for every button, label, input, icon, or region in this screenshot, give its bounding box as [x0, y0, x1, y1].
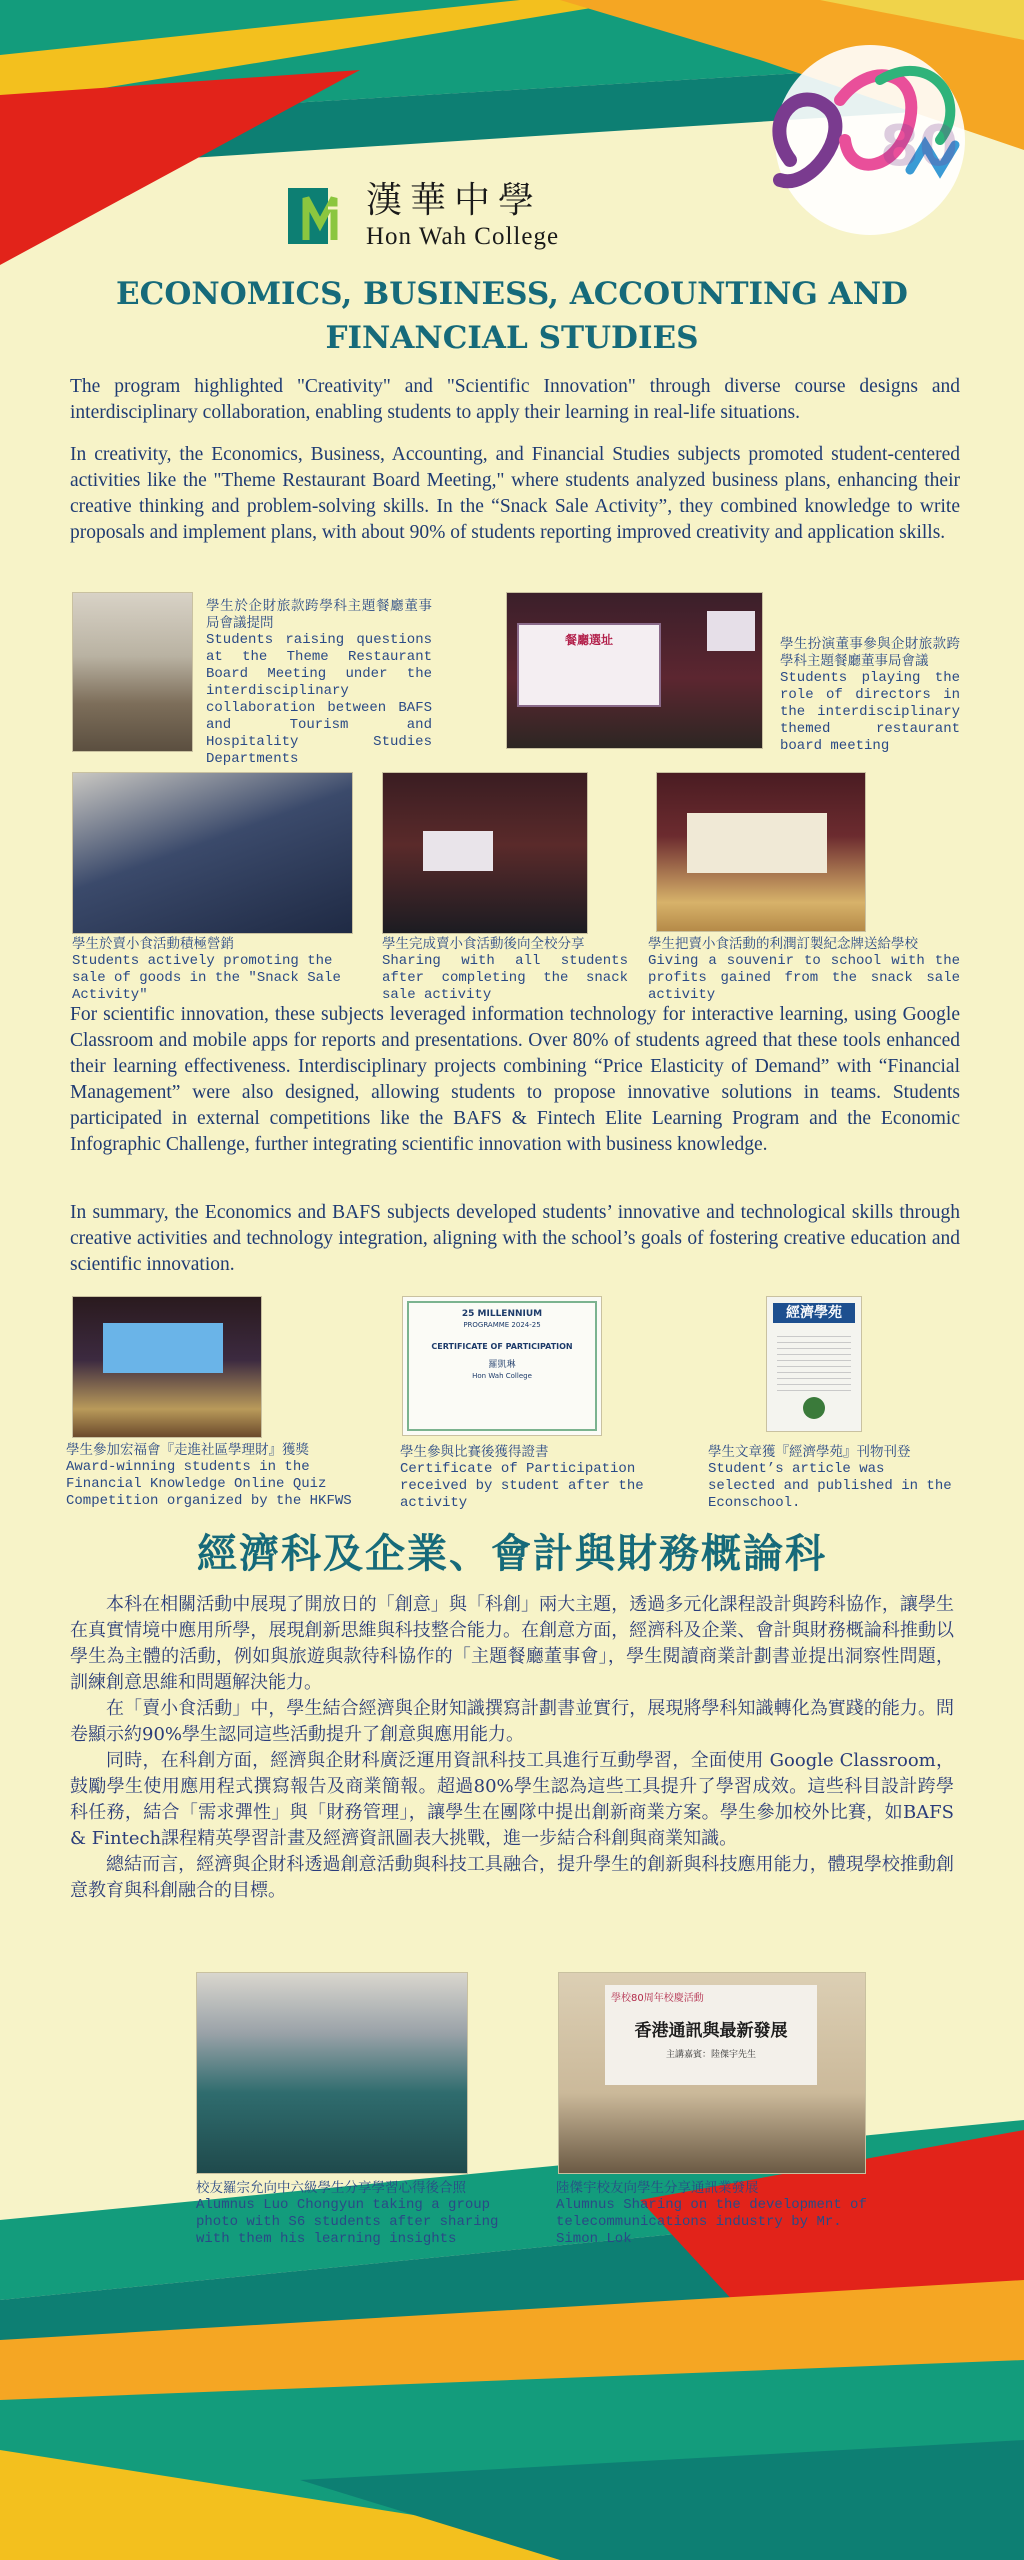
caption-telecom-sharing: 陸傑宇校友向學生分享通訊業發展 Alumnus Sharing on the development of telecommunications industry by Mr. Simon Lok [556, 2180, 867, 2247]
presentation-slide [517, 623, 661, 707]
caption-alumnus-group-photo: 校友羅宗允向中六級學生分享學習心得後合照 Alumnus Luo Chongyun taking a group photo with S6 students after sharing with them his learning insights [196, 2180, 499, 2247]
magazine-header [773, 1303, 855, 1323]
certificate-school: Hon Wah College [472, 1372, 532, 1380]
anniversary-80-logo [720, 40, 1000, 240]
hon-wah-emblem-icon [288, 178, 352, 246]
magazine-title: 經濟學苑 [786, 1305, 842, 1321]
svg-text:80: 80 [880, 114, 958, 179]
chinese-body [70, 1592, 954, 1904]
photo-directors-role-play [506, 592, 763, 749]
certificate-title: CERTIFICATE OF PARTICIPATION [431, 1342, 573, 1351]
caption-quiz-award: 學生參加宏福會『走進社區學理財』獲獎 Award-winning students in the Financial Knowledge Online Quiz Competition organized by the HKFWS [66, 1442, 352, 1509]
caption-snack-sale-sharing: 學生完成賣小食活動後向全校分享 Sharing with all students after completing the snack sale activity [382, 936, 628, 1003]
body-paragraph-2: In summary, the Economics and BAFS subjects developed students’ innovative and technological skills through creative activities and technology integration, aligning with the school’s goals of fostering creative education and scientific innovation. [70, 1202, 960, 1275]
photo-participation-certificate [402, 1296, 602, 1436]
school-name-chinese: 漢華中學 [366, 180, 543, 221]
school-logo [288, 172, 559, 251]
school-name-english: Hon Wah College [366, 223, 560, 250]
presentation-screen [423, 831, 493, 871]
photo-econschool-article [766, 1296, 862, 1432]
talk-speaker: 主講嘉賓：陸傑宇先生 [665, 2050, 756, 2060]
presentation-screen [605, 1985, 817, 2085]
certificate-year: 25 [461, 1309, 475, 1319]
photo-snack-sale-promotion [72, 772, 353, 934]
certificate-recipient: 羅凱琳 [488, 1360, 516, 1370]
slide-title: 餐廳選址 [564, 633, 613, 647]
photo-board-meeting-questions [72, 592, 193, 752]
body-paragraph-1: For scientific innovation, these subjects leveraged information technology for interactive learning, using Google Classroom and mobile apps for reports and presentations. Over 80% of students agreed that these tools enhanced their learning effectiveness. Interdisciplinary projects combining “Price Elasticity of Demand” with “Financial Management” were also designed, allowing students to propose innovative solutions in teams. Students participated in external competitions like the BAFS & Fintech Elite Learning Program and the Economic Infographic Challenge, further integrating scientific innovation with business knowledge. [70, 1004, 960, 1155]
page-title: ECONOMICS, BUSINESS, ACCOUNTING AND FINANCIAL STUDIES [116, 276, 908, 356]
caption-econschool-article: 學生文章獲『經濟學苑』刊物刊登 Student’s article was selected and published in the Econschool. [708, 1444, 952, 1511]
photo-telecom-sharing [558, 1972, 866, 2174]
chinese-paragraph-1: 本科在相關活動中展現了開放日的「創意」與「科創」兩大主題，透過多元化課程設計與跨科協作，讓學生在真實情境中應用所學，展現創新思維與科技整合能力。在創意方面，經濟科及企業、會計與財務概論科推動以學生為主體的活動，例如與旅遊與款待科協作的「主題餐廳董事會」，學生閱讀商業計劃書並提出洞察性問題，訓練創意思維和問題解決能力。 [70, 1594, 954, 1693]
intro-paragraph-2: In creativity, the Economics, Business, Accounting, and Financial Studies subjects promoted student-centered activities like the "Theme Restaurant Board Meeting," where students analyzed business plans, enhancing their creative thinking and problem-solving skills. In the “Snack Sale Activity”, they combined knowledge to write proposals and implement plans, with about 90% of students reporting improved creativity and application skills. [70, 444, 960, 543]
talk-title: 香港通訊與最新發展 [634, 2021, 788, 2041]
certificate-program: PROGRAMME 2024-25 [463, 1321, 541, 1329]
chinese-paragraph-4: 總結而言，經濟與企財科透過創意活動與科技工具融合，提升學生的創新與科技應用能力，體現學校推動創意教育與科創融合的目標。 [70, 1854, 954, 1901]
caption-directors-role-play: 學生扮演董事參與企財旅款跨學科主題餐廳董事局會議 Students playing the role of directors in the interdisciplinary themed restaurant board meeting [780, 636, 960, 754]
caption-souvenir-giving: 學生把賣小食活動的利潤訂製紀念牌送給學校 Giving a souvenir to school with the profits gained from the snack sale activity [648, 936, 960, 1003]
certificate-brand: MILLENNIUM [477, 1309, 543, 1319]
presentation-slide-2 [707, 611, 755, 651]
award-screen [103, 1323, 223, 1373]
caption-snack-sale-promotion: 學生於賣小食活動積極營銷 Students actively promoting the sale of goods in the "Snack Sale Activity" [72, 936, 341, 1003]
caption-participation-certificate: 學生參與比賽後獲得證書 Certificate of Participation received by student after the activity [400, 1444, 644, 1511]
intro-paragraph-1: The program highlighted "Creativity" and "Scientific Innovation" through diverse course designs and interdisciplinary collaboration, enabling students to apply their learning in real-life situations. [70, 376, 960, 423]
talk-banner: 學校80周年校慶活動 [611, 1993, 704, 2004]
presentation-screen [687, 813, 827, 873]
chinese-paragraph-2: 在「賣小食活動」中，學生結合經濟與企財知識撰寫計劃書並實行，展現將學科知識轉化為實踐的能力。問卷顯示約90%學生認同這些活動提升了創意與應用能力。 [70, 1698, 954, 1745]
photo-souvenir-giving [656, 772, 866, 932]
photo-quiz-award [72, 1296, 262, 1438]
chinese-paragraph-3: 同時，在科創方面，經濟與企財科廣泛運用資訊科技工具進行互動學習，全面使用 Google Classroom，鼓勵學生使用應用程式撰寫報告及商業簡報。超過80%學生認為這些工具提升了學習成效。這些科目設計跨學科任務，結合「需求彈性」與「財務管理」，讓學生在團隊中提出創新商業方案。學生參加校外比賽，如BAFS & Fintech課程精英學習計畫及經濟資訊圖表大挑戰，進一步結合科創與商業知識。 [70, 1750, 954, 1849]
photo-alumnus-group-photo [196, 1972, 468, 2174]
photo-snack-sale-sharing [382, 772, 588, 934]
chinese-title: 經濟科及企業、會計與財務概論科 [197, 1530, 827, 1577]
caption-board-meeting-questions: 學生於企財旅款跨學科主題餐廳董事局會議提問 Students raising questions at the Theme Restaurant Board Meeting under the interdisciplinary collaboration between BAFS and Tourism and Hospitality Studies Departments [206, 598, 432, 767]
